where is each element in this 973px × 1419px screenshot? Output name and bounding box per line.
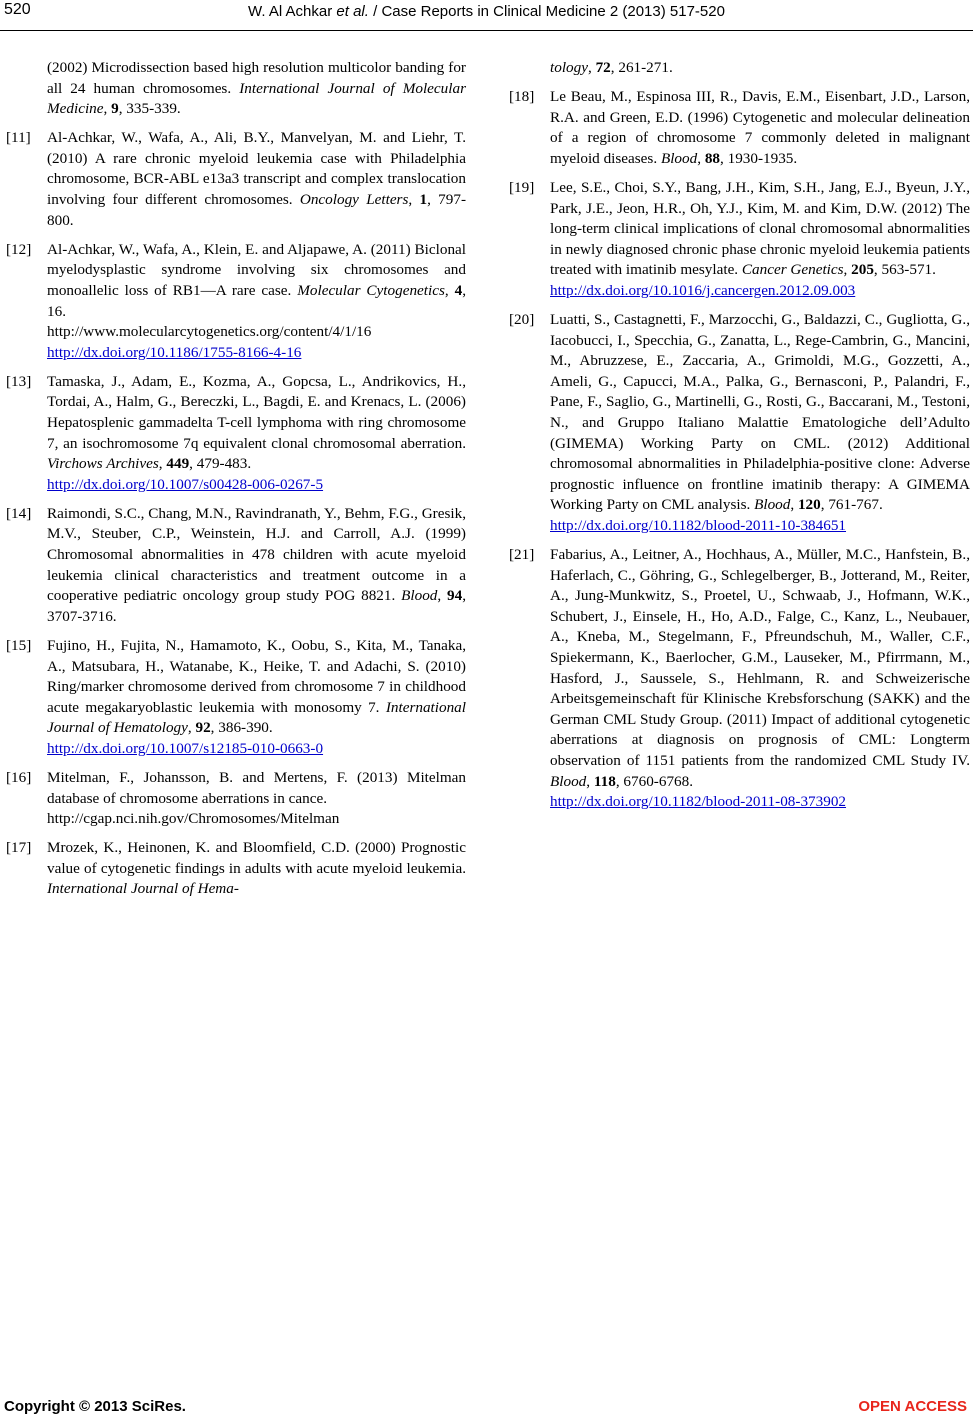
reference-journal: Virchows Archives xyxy=(47,455,159,473)
reference-pages: , 386-390. xyxy=(210,719,273,737)
running-header xyxy=(0,3,973,20)
reference-pages: , 6760-6768. xyxy=(615,772,694,790)
reference-url: http://cgap.nci.nih.gov/Chromosomes/Mitelman xyxy=(47,810,340,828)
reference-continuation: tology, 72, 261-271. xyxy=(550,59,673,76)
reference-number: [21] xyxy=(509,546,535,564)
header-journal: / Case Reports in Clinical Medicine 2 (2013) 517-520 xyxy=(373,3,725,20)
reference-16 xyxy=(6,768,466,830)
reference-volume: 88 xyxy=(704,149,720,167)
reference-volume: 120 xyxy=(797,496,821,514)
reference-journal: Oncology Letters xyxy=(299,191,409,209)
reference-19: [19] Lee, S.E., Choi, S.Y., Bang, J.H., Kim, S.H., Jang, E.J., Byeun, J.Y., Park, J.E., Jeon, H.R., Oh, Y.J., Kim, M. and Kim, D.W. (2012) The long-term clinical implications of clonal chromosomal abnormalities in newly diagnosed chronic phase chronic myeloid leukemia patients treated with imatinib mesylate. Cancer Genetics, 205, 563-571. http://dx.doi.org/10.1016/j.cancergen.2012.09.003 xyxy=(509,178,970,299)
reference-number: [18] xyxy=(509,88,535,106)
reference-number: [20] xyxy=(509,311,535,329)
reference-volume: 72 xyxy=(595,59,611,76)
reference-volume: 1 xyxy=(419,191,428,209)
reference-number: [15] xyxy=(6,636,32,654)
reference-journal: Blood xyxy=(550,772,587,790)
reference-number: [19] xyxy=(509,178,535,196)
reference-volume: 92 xyxy=(195,719,211,737)
reference-url: http://www.molecularcytogenetics.org/content/4/1/16 xyxy=(47,323,372,341)
reference-14: [14] Raimondi, S.C., Chang, M.N., Ravindranath, Y., Behm, F.G., Gresik, M.V., Steuber, C.P., Weinstein, H.J. and Carroll, A.J. (1999) Chromosomal abnormalities in 478 children with acute myeloid leukemia clinical characteristics and treatment outcome in a cooperative pediatric oncology group study POG 8821. Blood, 94, 3707-3716. xyxy=(6,504,467,625)
reference-number: [17] xyxy=(6,839,32,857)
reference-text: Tamaska, J., Adam, E., Kozma, A., Gopcsa, L., Andrikovics, H., Tordai, A., Halm, G., Bereczki, L., Bagdi, E. and Krenacs, L. (2006) Hepatosplenic gammadelta T-cell lymphoma with ring chromosome 7, an isochromosome 7q equivalent clonal chromosomal aberration. xyxy=(47,372,466,452)
reference-pages: , 335-339. xyxy=(118,100,181,118)
reference-text: Al-Achkar, W., Wafa, A., Ali, B.Y., Manvelyan, M. and Liehr, T. (2010) A rare chronic myeloid leukemia case with Philadelphia chromosome, BCR-ABL e13a3 transcript and complex translocation involving four different chromosomes. xyxy=(47,129,466,209)
reference-pages: , 563-571. xyxy=(873,261,936,279)
reference-18: [18] Le Beau, M., Espinosa III, R., Davis, E.M., Eisenbart, J.D., Larson, R.A. and Green, E.D. (1996) Cytogenetic and molecular delineation of a region of chromosome 7 commonly deleted in malignant myeloid diseases. Blood, 88, 1930-1935. xyxy=(509,88,970,167)
reference-number: [14] xyxy=(6,504,32,522)
reference-text: Luatti, S., Castagnetti, F., Marzocchi, G., Baldazzi, C., Gugliotta, G., Iacobucci, I., Specchia, G., Zanatta, L., Rege-Cambrin, G., Mancini, M., Abruzzese, E., Zaccaria, A., Grimoldi, M.G., Gozzetti, A., Ameli, G., Capucci, M.A., Palka, G., Bernasconi, P., Palandri, F., Pane, F., Saglio, G., Martinelli, G., Rosti, G., Baccarani, M., Testoni, N., and Gruppo Italiano Malattie Ematologiche dell’Adulto (GIMEMA) Working Party on CML. (2012) Additional chromosomal abnormalities in Philadelphia-positive clone: Adverse prognostic influence on frontline imatinib therapy: A GIMEMA Working Party on CML analysis. xyxy=(550,311,970,514)
reference-volume: 94 xyxy=(447,587,463,605)
reference-pages: , 1930-1935. xyxy=(720,149,798,167)
reference-number: [11] xyxy=(6,129,31,147)
reference-number: [13] xyxy=(6,372,32,390)
reference-number: [16] xyxy=(6,769,32,786)
reference-text: Le Beau, M., Espinosa III, R., Davis, E.M., Eisenbart, J.D., Larson, R.A. and Green, E.D. (1996) Cytogenetic and molecular delineation of a region of chromosome 7 commonly deleted in malignant myeloid diseases. xyxy=(550,88,970,167)
footer-open-access: OPEN ACCESS xyxy=(858,1398,967,1415)
header-etal: et al. xyxy=(336,3,369,20)
reference-text: Mitelman, F., Johansson, B. and Mertens, F. (2013) Mitelman database of chromosome aberrations in cance. xyxy=(47,769,466,807)
reference-21: [21] Fabarius, A., Leitner, A., Hochhaus, A., Müller, M.C., Hanfstein, B., Haferlach, C., Göhring, G., Schlegelberger, B., Jotterand, M., Reiter, A., Jung-Munkwitz, S., Proetel, U., Schwaab, J., Hofmann, W.K., Schubert, J., Einsele, H., Ho, A.D., Falge, C., Kanz, L., Neubauer, A., Kneba, M., Stegelmann, F., Pfreundschuh, M., Waller, C.F., Spiekermann, K., Baerlocher, G.M., Lauseker, M., Pfirrmann, M., Hasford, J., Saussele, S., Hehlmann, R. and Schweizerische Arbeitsgemeinschaft für Klinische Krebsforschung (SAKK) and the German CML Study Group. (2011) Impact of additional cytogenetic aberrations at diagnosis on prognosis of CML: Longterm observation of 1151 patients from the randomized CML Study IV. Blood, 118, 6760-6768. http://dx.doi.org/10.1182/blood-2011-08-373902 xyxy=(509,546,970,811)
reference-text: Fabarius, A., Leitner, A., Hochhaus, A., Müller, M.C., Hanfstein, B., Haferlach, C., Göhring, G., Schlegelberger, B., Jotterand, M., Reiter, A., Jung-Munkwitz, S., Proetel, U., Schwaab, J., Hofmann, W.K., Schubert, J., Einsele, H., Ho, A.D., Falge, C., Kanz, L., Neubauer, A., Kneba, M., Stegelmann, F., Pfreundschuh, M., Waller, C.F., Spiekermann, K., Baerlocher, G.M., Lauseker, M., Pfirrmann, M., Hasford, J., Saussele, S., Hehlmann, R. and Schweizerische Arbeitsgemeinschaft für Klinische Krebsforschung (SAKK) and the German CML Study Group. (2011) Impact of additional cytogenetic aberrations at diagnosis on prognosis of CML: Longterm observation of 1151 patients from the randomized CML Study IV. xyxy=(550,546,970,769)
reference-pages: , 797-800. xyxy=(47,191,467,229)
reference-doi-link[interactable]: http://dx.doi.org/10.1007/s12185-010-0663-0 xyxy=(47,739,324,757)
reference-13: [13] Tamaska, J., Adam, E., Kozma, A., Gopcsa, L., Andrikovics, H., Tordai, A., Halm, G., Bereczki, L., Bagdi, E. and Krenacs, L. (2006) Hepatosplenic gammadelta T-cell lymphoma with ring chromosome 7, an isochromosome 7q equivalent clonal chromosomal aberration. Virchows Archives, 449, 479-483. http://dx.doi.org/10.1007/s00428-006-0267-5 xyxy=(6,372,466,493)
reference-pages: , 3707-3716. xyxy=(47,587,467,625)
reference-12: [12] Al-Achkar, W., Wafa, A., Klein, E. and Aljapawe, A. (2011) Biclonal myelodysplastic syndrome involving six chromosomes and monoallelic loss of RB1—A rare case. Molecular Cytogenetics, 4, 16. http://www.molecularcytogenetics.org/content/4/1/16 http://dx.doi.org/10.1186/1755-8166-4-16 xyxy=(6,240,466,361)
left-column xyxy=(6,58,466,909)
reference-17 xyxy=(6,838,466,900)
reference-15: [15] Fujino, H., Fujita, N., Hamamoto, K., Oobu, S., Kita, M., Tanaka, A., Matsubara, H., Watanabe, K., Heike, T. and Adachi, S. (2010) Ring/marker chromosome derived from chromosome 7 in childhood acute megakaryoblastic leukemia with monosomy 7. International Journal of Hematology, 92, 386-390. http://dx.doi.org/10.1007/s12185-010-0663-0 xyxy=(6,636,466,757)
reference-volume: 205 xyxy=(851,261,874,279)
reference-journal: Molecular Cytogenetics xyxy=(297,281,445,299)
reference-journal: tology xyxy=(550,59,588,76)
reference-journal: International Journal of Hematology xyxy=(47,698,466,737)
reference-11: [11] Al-Achkar, W., Wafa, A., Ali, B.Y., Manvelyan, M. and Liehr, T. (2010) A rare chronic myeloid leukemia case with Philadelphia chromosome, BCR-ABL e13a3 transcript and complex translocation involving four different chromosomes. Oncology Letters, 1, 797-800. xyxy=(6,129,467,229)
reference-text: Lee, S.E., Choi, S.Y., Bang, J.H., Kim, S.H., Jang, E.J., Byeun, J.Y., Park, J.E., Jeon, H.R., Oh, Y.J., Kim, M. and Kim, D.W. (2012) The long-term clinical implications of clonal chromosomal abnormalities in newly diagnosed chronic phase chronic myeloid leukemia patients treated with imatinib mesylate. xyxy=(550,178,970,279)
reference-volume: 449 xyxy=(166,455,190,473)
reference-pages: , 261-271. xyxy=(610,59,673,76)
reference-20: [20] Luatti, S., Castagnetti, F., Marzocchi, G., Baldazzi, C., Gugliotta, G., Iacobucci, I., Specchia, G., Zanatta, L., Rege-Cambrin, G., Mancini, M., Abruzzese, E., Zaccaria, A., Grimoldi, M.G., Gozzetti, A., Ameli, G., Capucci, M.A., Palka, G., Bernasconi, P., Palandri, F., Pane, F., Saglio, G., Martinelli, G., Rosti, G., Baccarani, M., Testoni, N., and Gruppo Italiano Malattie Ematologiche dell’Adulto (GIMEMA) Working Party on CML. (2012) Additional chromosomal abnormalities in Philadelphia-positive clone: Adverse prognostic influence on frontline imatinib therapy: A GIMEMA Working Party on CML analysis. Blood, 120, 761-767. http://dx.doi.org/10.1182/blood-2011-10-384651 xyxy=(509,311,970,534)
reference-journal: Blood xyxy=(401,587,438,605)
header-authors: W. Al Achkar xyxy=(248,3,333,20)
reference-text: Fujino, H., Fujita, N., Hamamoto, K., Oobu, S., Kita, M., Tanaka, A., Matsubara, H., Watanabe, K., Heike, T. and Adachi, S. (2010) Ring/marker chromosome derived from chromosome 7 in childhood acute megakaryoblastic leukemia with monosomy 7. xyxy=(47,636,466,716)
reference-journal: Cancer Genetics xyxy=(741,261,844,279)
reference-journal: International Journal of Molecular Medicine xyxy=(47,79,466,118)
reference-continuation: (2002) Microdissection based high resolution multicolor banding for all 24 human chromosomes. International Journal of Molecular Medicine, 9, 335-339. xyxy=(47,59,466,118)
reference-pages: , 16. xyxy=(47,281,466,320)
reference-journal: Blood xyxy=(754,496,791,514)
reference-text: Al-Achkar, W., Wafa, A., Klein, E. and Aljapawe, A. (2011) Biclonal myelodysplastic syndrome involving six chromosomes and monoallelic loss of RB1—A rare case. xyxy=(47,240,466,299)
footer-copyright: Copyright © 2013 SciRes. xyxy=(4,1398,186,1415)
reference-pages: , 761-767. xyxy=(820,496,883,514)
reference-pages: , 479-483. xyxy=(189,455,252,473)
reference-text: Mrozek, K., Heinonen, K. and Bloomfield, C.D. (2000) Prognostic value of cytogenetic findings in adults with acute myeloid leukemia. xyxy=(47,839,466,877)
reference-number: [12] xyxy=(6,240,32,258)
reference-volume: 118 xyxy=(593,772,616,790)
reference-doi-link[interactable]: http://dx.doi.org/10.1182/blood-2011-10-384651 xyxy=(550,516,847,534)
reference-journal: International Journal of Hema- xyxy=(47,880,239,898)
header-rule xyxy=(0,30,973,31)
right-column xyxy=(509,58,970,821)
reference-doi-link[interactable]: http://dx.doi.org/10.1016/j.cancergen.2012.09.003 xyxy=(550,281,856,299)
reference-volume: 9 xyxy=(111,100,119,118)
reference-journal: Blood xyxy=(660,149,698,167)
reference-doi-link[interactable]: http://dx.doi.org/10.1186/1755-8166-4-16 xyxy=(47,343,302,361)
reference-text: Raimondi, S.C., Chang, M.N., Ravindranath, Y., Behm, F.G., Gresik, M.V., Steuber, C.P., Weinstein, H.J. and Carroll, A.J. (1999) Chromosomal abnormalities in 478 children with acute myeloid leukemia clinical characteristics and treatment outcome in a cooperative pediatric oncology group study POG 8821. xyxy=(47,504,466,605)
reference-volume: 4 xyxy=(454,281,463,299)
page-number: 520 xyxy=(4,1,31,18)
reference-text: (2002) Microdissection based high resolution multicolor banding for all 24 human chromosomes. xyxy=(47,59,466,97)
reference-doi-link[interactable]: http://dx.doi.org/10.1182/blood-2011-08-373902 xyxy=(550,793,847,811)
reference-doi-link[interactable]: http://dx.doi.org/10.1007/s00428-006-0267-5 xyxy=(47,475,324,493)
